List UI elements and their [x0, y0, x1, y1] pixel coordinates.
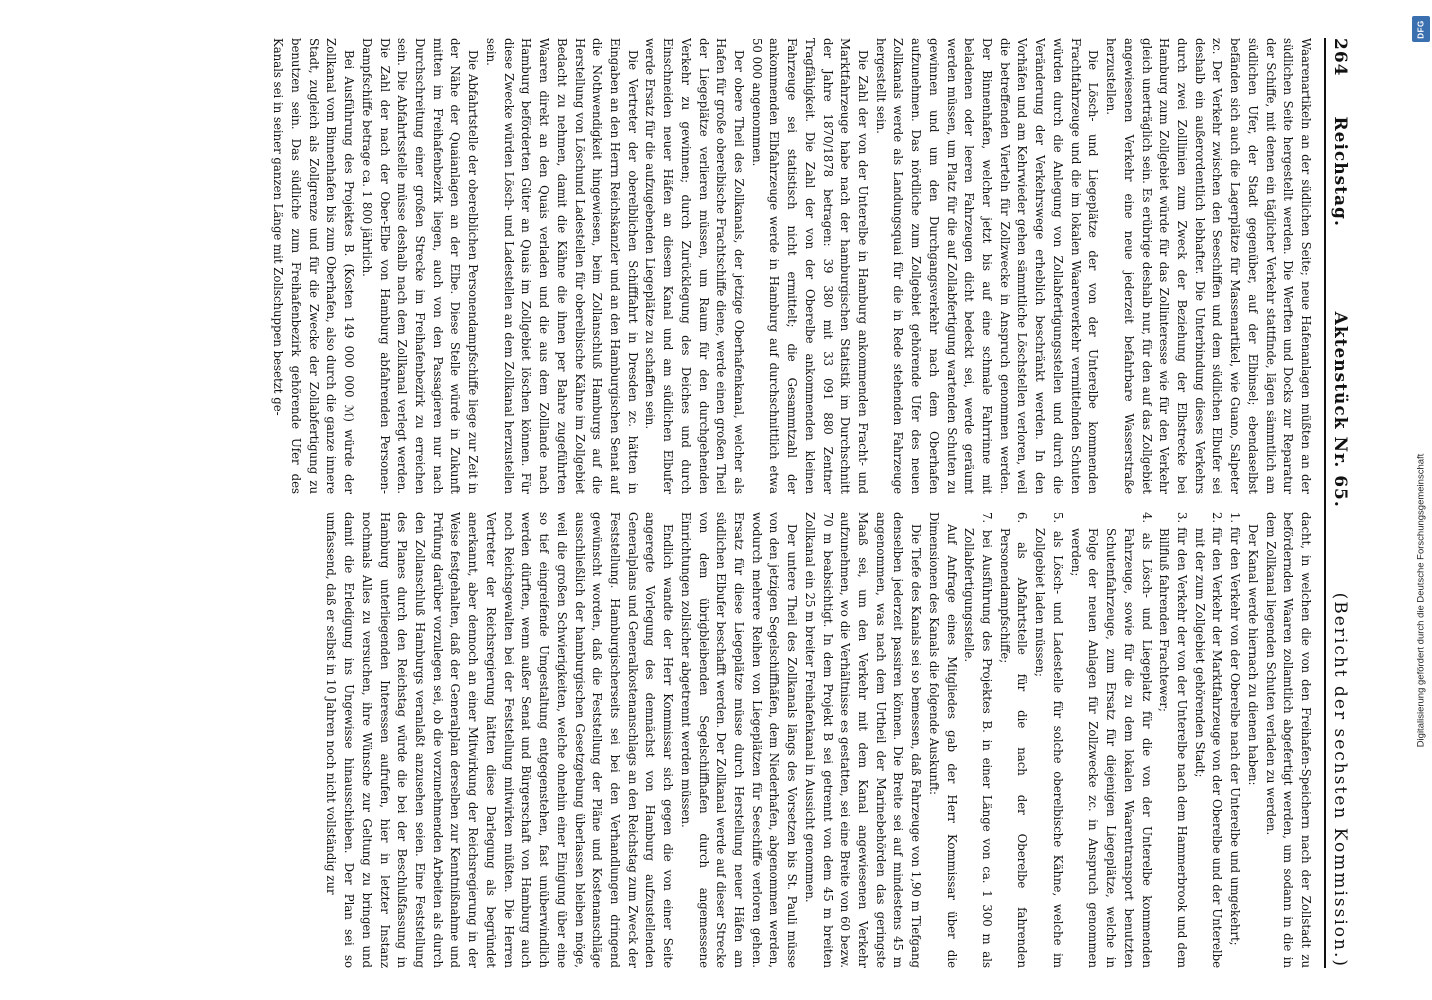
- dfg-logo-text: DFG: [1416, 19, 1426, 39]
- text-columns: [9, 38, 1314, 968]
- dfg-logo: [1412, 16, 1430, 42]
- paragraph: Der untere Theil des Zollkanals längs des Vorsetzen bis St. Pauli müsse von den jetzigen Segelschiffhäfen, dem Niederhafen, abgenommen werden, wodurch mehrere Reihen von Liegeplätzen für Seeschiffe verloren gehen. Ersatz für diese Liegeplätze müsse durch Herstellung neuer Häfen am südlichen Elbufer beschafft werden. Der Zollkanal werde auf dieser Strecke von dem übrigbleibenden Segelschiffhafen durch angemessene Einrichtungen zollsicher abgetrennt werden müssen.: [678, 512, 800, 968]
- list-item: 4. als Lösch- und Liegeplatz für die von der Unterelbe kommenden Fahrzeuge, sowie für die zu dem lokalen Waarentransport benutzten Schutenfahrzeuge, zum Ersatz für diejenigen Liegeplätze, welche in Folge der neuen Anlagen für Zollzwecke zc. in Anspruch genommen werden;: [1068, 512, 1154, 968]
- list-item: 3. für den Verkehr der von der Unterelbe nach dem Hammerbrook und dem Billfluß fahrenden Frachtewer;: [1157, 512, 1189, 968]
- header-left: Reichstag.: [1330, 116, 1350, 227]
- right-column: [9, 512, 1314, 968]
- paragraph: Die Vertreter der oberelblichen Schifffahrt in Dresden zc. hätten in Eingaben an den Herrn Reichskanzler und an den Hamburgischen Senat auf die Nothwendigkeit hingewiesen, beim Zollanschluß Hamburgs auf die Herstellung von Löschund Ladestellen für oberelbische Kähne im Zollgebiet Bedacht zu nehmen, damit die Kähne die ihnen per Bahre zugeführten Waaren direkt an den Quais verladen und die aus dem Zolllande nach Hamburg beförderten Güter an Quais im Zollgebiet löschen können. Für diese Zwecke würden Lösch- und Ladestellen an dem Zollkanal herzustellen sein.: [483, 38, 640, 494]
- running-head: [1324, 38, 1350, 968]
- paragraph: Endlich wandte der Herr Kommissar sich gegen die von einer Seite angeregte Vorlegung des demnächst von Hamburg aufzustellenden Generalplans und Generalkostenanschlags an den Reichstag zum Zweck der Feststellung. Hamburgischerseits sei bei den Verhandlungen dringend gewünscht worden, daß die Feststellung der Pläne und Kostenanschläge ausschließlich der hamburgischen Gesetzgebung überlassen bleiben möge, weil die großen Schwierigkeiten, welche ohnehin einer Einigung über eine so tief eingreifende Umgestaltung entgegenstehen, fast unüberwindlich werden dürften, wenn außer Senat und Bürgerschaft von Hamburg auch noch Reichsgewalten bei der Feststellung mitwirken müßten. Die Herren Vertreter der Reichsregierung hätten diese Darlegung als begründet anerkannt, aber dennoch an einer Mitwirkung der Reichsregierung in der Weise festgehalten, daß der Generalplan derselben zur Kenntnißnahme und Prüfung darüber vorzulegen sei, ob die vorzunehmenden Arbeiten als durch den Zollanschluß Hamburgs veranlaßt anzusehen seien. Eine Feststellung des Planes durch den Reichstag würde die bei der Beschlußfassung in Hamburg unterliegenden Interessen aufrufen, hier in letzter Instanz nochmals Alles zu versuchen, ihre Wünsche zur Geltung zu bringen und damit die Erledigung ins Ungewisse hinausschieben. Der Plan sei so umfassend, daß er selbst in 10 Jahren noch nicht vollständig zur: [324, 512, 676, 968]
- paragraph: Der obere Theil des Zollkanals, der jetzige Oberhafenkanal, welcher als Hafen für große oberelbische Frachtschiffe diene, werde einen großen Theil der Liegeplätze verlieren müssen, um Raum für den durchgehenden Verkehr zu gewinnen; durch Zurücklegung des Deiches und durch Einschneiden neuer Häfen an diesem Kanal und am südlichen Elbufer werde Ersatz für die aufzugebenden Liegeplätze zu schaffen sein.: [643, 38, 746, 494]
- list-item: 5. als Lösch- und Ladestelle für solche oberelbische Kähne, welche im Zollgebiet laden müssen;: [1033, 512, 1065, 968]
- digitization-credit-text: Digitalisierung gefördert durch die Deutsche Forschungsgemeinschaft: [1415, 453, 1427, 747]
- paragraph: Der Kanal werde hiernach zu dienen haben:: [1245, 524, 1260, 786]
- paragraph: Die Tiefe des Kanals sei so bemessen, daß Fahrzeuge von 1,90 m Tiefgang denselben jederzeit passiren können. Die Breite sei auf mindestens 45 m angenommen, was nach dem Urtheil der Marinebehörden das geringste Maaß sei, um den Verkehr mit dem Kanal angewiesenen Verkehr aufzunehmen, wo die Verhältnisse es gestatten, sei eine Breite von 60 bezw. 70 m beabsichtigt. In dem Projekt B sei getrennt von dem 45 m breiten Zollkanal ein 25 m breiter Freihafenkanal in Aussicht genommen.: [802, 512, 924, 968]
- list-item: 1. für den Verkehr von der Oberelbe nach der Unterelbe und umgekehrt;: [1228, 512, 1243, 946]
- paragraph: Waarenartikeln an der südlichen Seite; neue Hafenanlagen müßten an der südlichen Seite hergestellt werden. Die Werften und Docks zur Reparatur der Schiffe, mit denen ein täglicher Verkehr stattfinde, lägen sämmtlich am südlichen Ufer, der Stadt gegenüber, auf der Elbinsel; ebendaselbst befänden sich auch die Lagerplätze für Massenartikel, wie Guano, Salpeter zc. Der Verkehr zwischen den Seeschiffen und dem südlichen Elbufer sei deshalb ein außerordentlich lebhafter. Die Unterbindung dieses Verkehrs durch zwei Zolllinien zum Zweck der Beziehung der Elbstrecke bei Hamburg zum Zollgebiet würde für das Zollinteresse wie für den Verkehr gleich unerträglich sein. Es erübrige deshalb nur, für den auf das Zollgebiet angewiesenen Verkehr eine neue jederzeit befahrbare Wasserstraße herzustellen.: [1104, 38, 1313, 494]
- paragraph: Bei Ausführung des Projektes B. (Kosten 149 000 000 ℳ) würde der Zollkanal vom Binnenhafen bis zum Oberhafen, also durch die ganze innere Stadt, zugleich als Zollgrenze und für die Zwecke der Zollabfertigung zu benutzen sein. Das südliche zum Freihafenbezirk gehörende Ufer des Kanals sei in seiner ganzen Länge mit Zollschuppen besetzt ge-: [271, 38, 357, 494]
- list-item: 2. für den Verkehr der Marktfahrzeuge von der Oberelbe und der Unterelbe mit der zum Zollgebiet gehörenden Stadt;: [1192, 512, 1225, 968]
- paragraph: Auf Anfrage eines Mitgliedes gab der Herr Kommissar über die Dimensionen des Kanals die folgende Auskunft:: [926, 512, 959, 968]
- page-number: 264: [1330, 38, 1350, 77]
- list-item: 7. bei Ausführung des Projektes B. in einer Länge von ca. 1 300 m als Zollabfertigungsstelle.: [962, 512, 995, 968]
- paragraph: dacht, in welchen die von den Freihafen-Speichern nach der Zollstadt zu befördernden Waaren zollamtlich abgefertigt werden, um sodann in die in dem Zollkanal liegenden Schuten verladen zu werden.: [1263, 512, 1313, 968]
- paragraph: Die Abfahrtstelle der oberelblichen Personendampfschiffe liege zur Zeit in der Nähe der Quaianlagen an der Elbe. Diese Stelle würde in Zukunft mitten im Freihafenbezirk liegen, auch von den Passagieren nur nach Durchschreitung einer großen Strecke im Freihafenbezirk zu erreichen sein. Die Abfahrtsstelle müsse deshalb nach dem Zollkanal verlegt werden. Die Zahl der nach der Ober-Elbe von Hamburg abfahrenden Personen-Dampfschiffe betrage ca. 1 800 jährlich.: [359, 38, 481, 494]
- digitization-credit: [1411, 240, 1431, 960]
- header-right: (Bericht der sechsten Kommission.): [1330, 592, 1350, 968]
- left-column: [9, 38, 1314, 494]
- header-title: Aktenstück Nr. 65.: [1330, 311, 1350, 508]
- paragraph: Die Lösch- und Liegeplätze der von der Unterelbe kommenden Frachtfahrzeuge und die im lokalen Waarenverkehr vermittelnden Schuten würden durch die Anlegung von Zollabfertigungsstellen und durch die Veränderung der Verkehrswege erheblich beschränkt werden. In den Vorhäfen und am Kehrwieder gehen sämmtliche Löschstellen verloren, weil die betreffenden Vierteln für Zollzwecke in Anspruch genommen werden. Der Binnenhafen, welcher jetzt bis auf eine schmale Fahrrinne mit beladenen oder leeren Fahrzeugen dicht bedeckt sei, werde geräumt werden müssen, um Platz für die auf Zollabfertigung wartenden Schuten zu gewinnen und um den Durchgangsverkehr nach dem Oberhafen aufzunehmen. Das nördliche zum Zollgebiet gehörende Ufer des neuen Zollkanals werde als Landungsquai für die in Rede stehenden Fahrzeuge hergestellt sein.: [873, 38, 1101, 494]
- list-item: 6. als Abfahrtstelle für die nach der Oberelbe fahrenden Personendampfschiffe;: [997, 512, 1030, 968]
- paragraph: Die Zahl der von der Unterelbe in Hamburg ankommenden Fracht- und Marktfahrzeuge habe nach der hamburgischen Statistik im Durchschnitt der Jahre 1870/1878 betragen: 39 380 mit 33 091 880 Zentner Tragfähigkeit. Die Zahl der von der Oberelbe ankommenden kleinen Fahrzeuge sei statistisch nicht ermittelt; die Gesammtzahl der ankommenden Elbfahrzeuge werde in Hamburg auf durchschnittlich etwa 50 000 angenommen.: [749, 38, 871, 494]
